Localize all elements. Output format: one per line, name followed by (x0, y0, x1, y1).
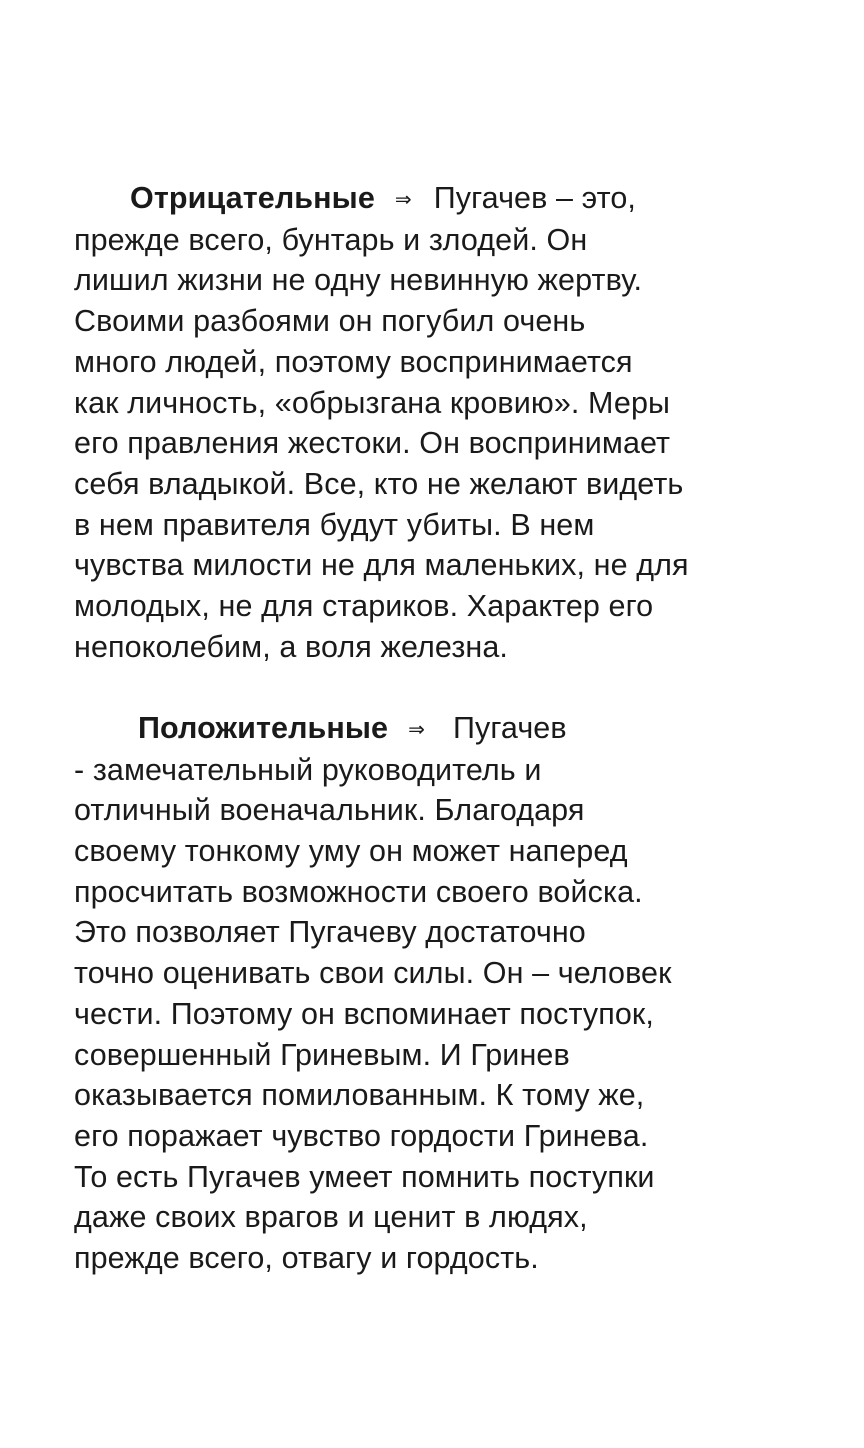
paragraph-text: Пугачев (453, 710, 567, 745)
paragraph-line: отличный военачальник. Благодаря (74, 793, 585, 828)
paragraph-line: своему тонкому уму он может наперед (74, 834, 628, 869)
paragraph-line: чувства милости не для маленьких, не для (74, 548, 689, 583)
paragraph-first-line (74, 178, 804, 220)
paragraph-line: его правления жестоки. Он воспринимает (74, 426, 671, 461)
paragraph-line: оказывается помилованным. К тому же, (74, 1078, 645, 1113)
paragraph-line: себя владыкой. Все, кто не желают видеть (74, 466, 684, 501)
implies-arrow-icon: ⇒ (408, 716, 425, 741)
paragraph-text: Пугачев – это, (433, 181, 636, 215)
paragraph-line: просчитать возможности своего войска. (74, 874, 643, 909)
paragraph-line: непоколебим, а воля железна. (74, 629, 508, 664)
paragraph-line: много людей, поэтому воспринимается (74, 344, 633, 379)
paragraph-line: Это позволяет Пугачеву достаточно (74, 915, 586, 950)
paragraph-line: прежде всего, отвагу и гордость. (74, 1241, 539, 1276)
positive-heading: Положительные (138, 710, 389, 745)
paragraph-line: лишил жизни не одну невинную жертву. (74, 263, 643, 298)
paragraph-line: в нем правителя будут убиты. В нем (74, 507, 595, 542)
paragraph-line: молодых, не для стариков. Характер его (74, 589, 654, 624)
paragraph-line: чести. Поэтому он вспоминает поступок, (74, 996, 654, 1031)
paragraph-line: даже своих врагов и ценит в людях, (74, 1200, 588, 1235)
document-body (74, 178, 804, 1279)
paragraph-line: точно оценивать свои силы. Он – человек (74, 956, 672, 991)
paragraph-line: Своими разбоями он погубил очень (74, 304, 586, 339)
positive-traits-paragraph (74, 708, 804, 1279)
paragraph-line: прежде всего, бунтарь и злодей. Он (74, 222, 588, 257)
paragraph-line: как личность, «обрызгана кровию». Меры (74, 385, 671, 420)
implies-arrow-icon: ⇒ (394, 187, 412, 211)
paragraph-first-line (74, 708, 804, 750)
paragraph-line: совершенный Гриневым. И Гринев (74, 1037, 570, 1072)
paragraph-line: его поражает чувство гордости Гринева. (74, 1118, 649, 1153)
negative-heading: Отрицательные (130, 181, 375, 215)
negative-traits-paragraph (74, 178, 804, 667)
paragraph-line: - замечательный руководитель и (74, 752, 542, 787)
paragraph-line: То есть Пугачев умеет помнить поступки (74, 1159, 655, 1194)
